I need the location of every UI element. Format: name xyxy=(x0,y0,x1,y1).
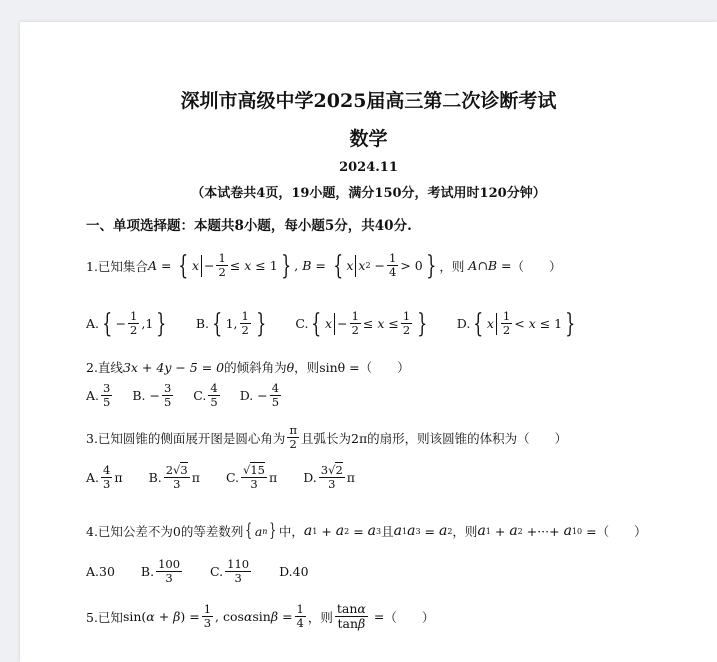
q2-stem-mid: 的倾斜角为 xyxy=(224,360,287,375)
exam-title: 深圳市高级中学2025届高三第二次诊断考试 xyxy=(180,90,557,112)
q2-theta: θ xyxy=(286,359,295,375)
q4-options xyxy=(86,558,309,585)
q4-stem-mid2: 且 xyxy=(381,524,394,539)
q2-stem-prefix: 2.直线 xyxy=(86,360,123,375)
question-1: 1.已知集合 A = { x − $\frac{1}{2}$ ≤ x ≤ 1 } , B = { x x 2 − $\frac{1}{4}$ > 0 } ，则 A ∩ B = （ ） xyxy=(86,250,562,281)
q2-sin-expr: sinθ = xyxy=(319,359,360,375)
q2-stem-mid2: ，则 xyxy=(294,360,320,375)
q3-stem-mid: 且弧长为2π的扇形，则该圆锥的体积为（ ） xyxy=(301,430,568,446)
q2-option-d: D. − $\frac{4}{5}$ xyxy=(239,381,280,410)
q3-options xyxy=(86,464,355,491)
question-2 xyxy=(86,358,410,376)
question-4: 4.已知公差不为0的等差数列 { a n } 中， a 1 + a 2 = a 3 且 a 1 a 3 = a 2 ，则 a 1 + a 2 +···+ a 10 = （ ） xyxy=(86,520,647,541)
q2-option-c: C. $\frac{4}{5}$ xyxy=(193,381,218,410)
q2-options xyxy=(86,382,283,409)
q1-set-b: B = { x x 2 − $\frac{1}{4}$ > 0 } xyxy=(302,250,437,281)
q4-stem-mid3: ，则 xyxy=(452,524,478,539)
q5-stem-mid: ，则 xyxy=(307,609,333,625)
q4-answer-blank: （ ） xyxy=(596,524,647,539)
q3-option-c: C. $\frac{√15}{3}$ π xyxy=(225,463,278,492)
section-heading: 一、单项选择题：本题共8小题，每小题5分，共40分. xyxy=(86,218,412,234)
q5-stem-prefix: 5.已知 xyxy=(86,609,123,625)
q2-option-b: B. − $\frac{3}{5}$ xyxy=(132,381,172,410)
q4-stem-prefix: 4.已知公差不为0的等差数列 xyxy=(86,524,244,539)
q4-option-d: D.40 xyxy=(279,564,309,580)
exam-date: 2024.11 xyxy=(339,160,398,175)
q4-option-b: B. $\frac{100}{3}$ xyxy=(140,557,181,586)
q1-set-a: A = { x − $\frac{1}{2}$ ≤ x ≤ 1 } xyxy=(147,250,291,281)
q4-stem-mid: 中， xyxy=(278,524,304,539)
exam-page xyxy=(20,22,717,662)
q1-option-d: D. { x $\frac{1}{2}$ < x ≤ 1 } xyxy=(456,308,576,339)
q1-option-c: C. { x − $\frac{1}{2}$ ≤ x ≤ $\frac{1}{2}$ } xyxy=(295,308,428,339)
q2-option-a: A. $\frac{3}{5}$ xyxy=(86,381,111,410)
q2-equation: 3x + 4y − 5 = 0 xyxy=(122,359,225,375)
subject-title: 数学 xyxy=(349,128,388,150)
q4-option-c: C. $\frac{110}{3}$ xyxy=(210,557,250,586)
q1-option-b: B. { 1, $\frac{1}{2}$ } xyxy=(195,308,267,339)
q1-answer-blank: （ ） xyxy=(511,258,562,274)
q1-options xyxy=(86,310,579,337)
q3-option-a: A. $\frac{4}{3}$ π xyxy=(86,463,123,492)
q4-option-a: A.30 xyxy=(86,564,115,580)
question-3 xyxy=(86,424,567,451)
q3-option-d: D. $\frac{3√2}{3}$ π xyxy=(303,463,355,492)
q5-answer-blank: （ ） xyxy=(384,609,435,625)
exam-info: （本试卷共4页，19小题，满分150分，考试用时120分钟） xyxy=(191,186,546,201)
q1-stem-prefix: 1.已知集合 xyxy=(86,258,148,274)
q3-angle-fraction: $\frac{\pi}{2}$ xyxy=(289,423,297,452)
q3-option-b: B. $\frac{2√3}{3}$ π xyxy=(148,463,200,492)
question-5: 5.已知 sin( α + β ) = $\frac{1}{3}$ , cos α sin β = $\frac{1}{4}$ ，则 $\frac{\tan\alpha}{\tan\beta}$ = （ ） xyxy=(86,601,435,632)
q2-answer-blank: （ ） xyxy=(359,360,410,375)
q3-stem-prefix: 3.已知圆锥的侧面展开图是圆心角为 xyxy=(86,430,286,446)
q1-option-a: A. { − $\frac{1}{2}$ ,1 } xyxy=(86,308,167,339)
q1-stem-suffix: ，则 xyxy=(439,258,465,274)
